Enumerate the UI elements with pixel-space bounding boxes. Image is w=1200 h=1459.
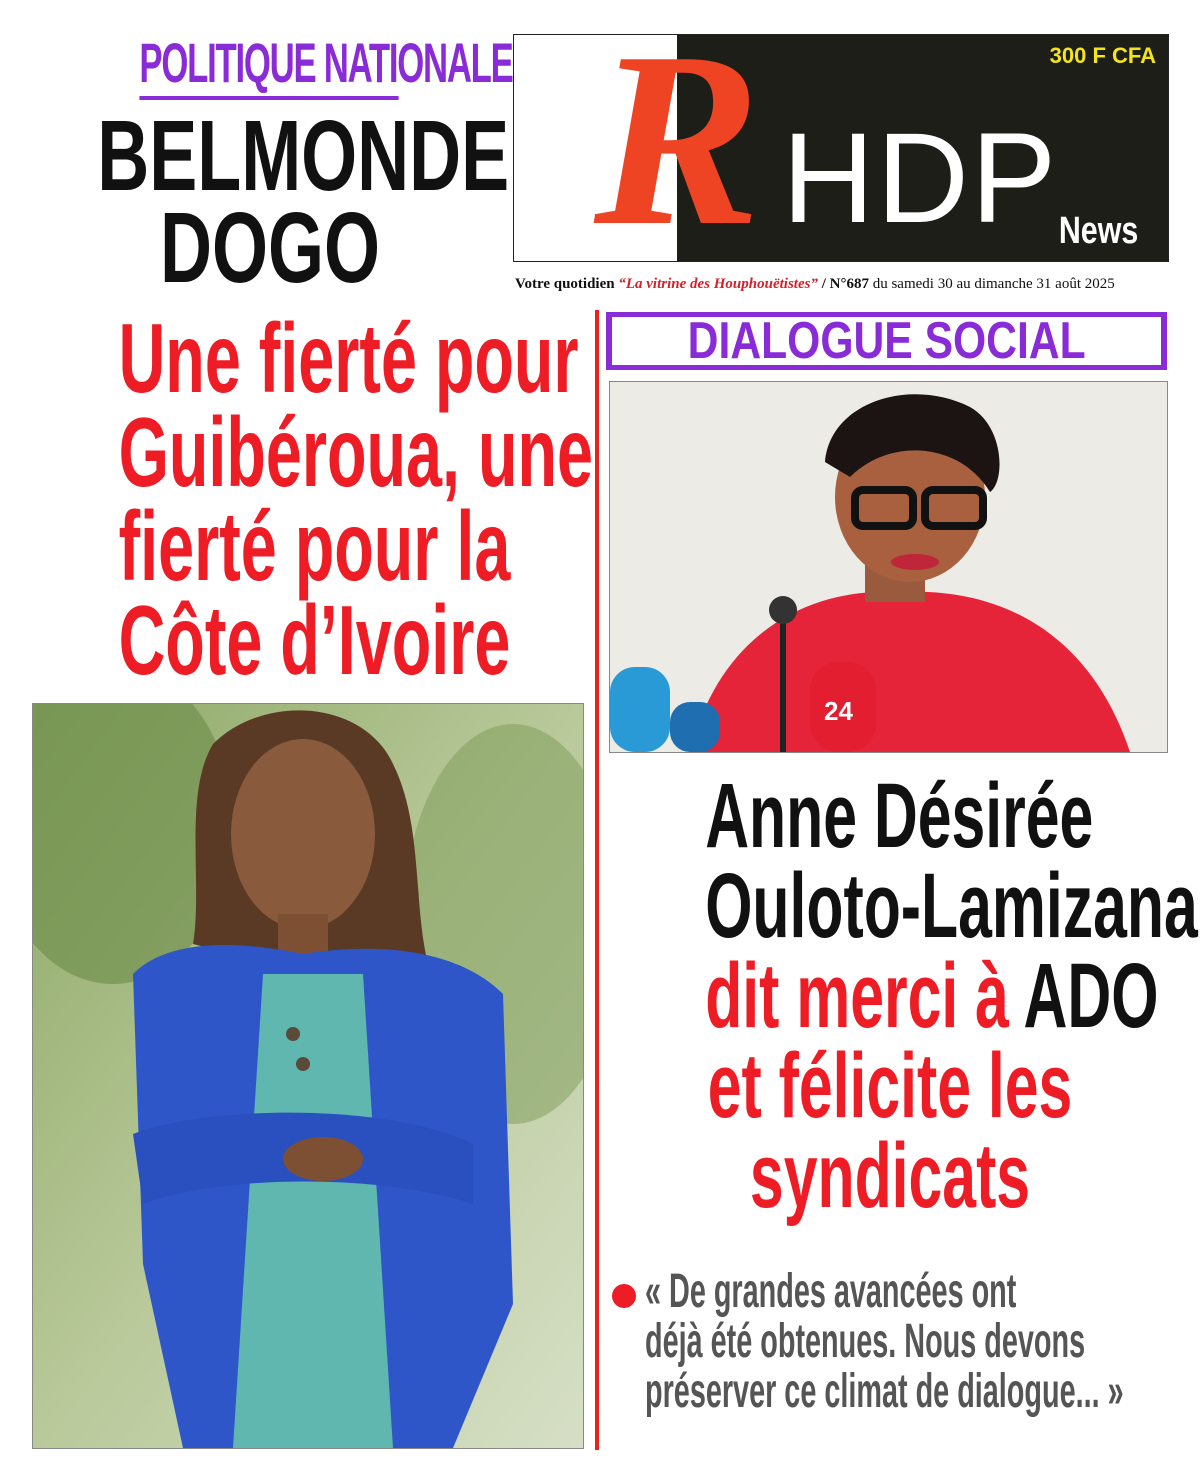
quote-line-2: déjà été obtenues. Nous devons <box>645 1315 1086 1368</box>
dateline-prefix: Votre quotidien <box>515 276 615 292</box>
rubric-politique-nationale: POLITIQUE NATIONALE <box>139 30 398 100</box>
dateline <box>515 276 1165 293</box>
name-line-2: DOGO <box>159 192 381 304</box>
price-label: 300 F CFA <box>1049 43 1156 68</box>
right-headline-black-1: Anne Désirée <box>705 765 1094 867</box>
portrait-illustration-left <box>33 704 583 1448</box>
rubric-dialogue-social <box>606 312 1167 370</box>
right-headline-red-3: syndicats <box>749 1125 1031 1227</box>
rubric-dialogue-social-text: DIALOGUE SOCIAL <box>687 317 1086 365</box>
left-headline-line-1: Une fierté pour <box>118 303 579 413</box>
masthead-logo-r: R <box>594 34 761 262</box>
ouloto-lamizana-photo <box>609 381 1168 753</box>
right-headline-red-1-text: dit merci à <box>705 945 1009 1047</box>
belmonde-dogo-photo <box>32 703 584 1449</box>
quote-line-1: « De grandes avancées ont <box>645 1265 1017 1318</box>
right-headline-red-2: et félicite les <box>707 1035 1073 1137</box>
masthead-news-label: News <box>1058 210 1138 252</box>
masthead <box>513 34 1169 262</box>
right-headline-red-1 <box>705 945 1159 1047</box>
masthead-logo-hdp: HDP <box>782 107 1059 250</box>
dateline-date: du samedi 30 au dimanche 31 août 2025 <box>872 276 1115 292</box>
left-headline-line-3: fierté pour la <box>118 491 511 601</box>
left-headline-line-4: Côte d’Ivoire <box>118 585 511 695</box>
mic-label-24: 24 <box>824 696 853 726</box>
quote-bullet <box>612 1284 636 1308</box>
name-line-1: BELMONDE <box>97 100 510 212</box>
portrait-illustration-right <box>610 382 1167 752</box>
dateline-issue: / N°687 <box>821 276 869 292</box>
left-headline-line-2: Guibéroua, une <box>118 397 593 507</box>
quote-line-3: préserver ce climat de dialogue... » <box>645 1365 1124 1418</box>
dateline-slogan: “La vitrine des Houphouëtistes” <box>618 276 818 292</box>
column-divider <box>595 310 599 1450</box>
right-headline-black-2: Ouloto-Lamizana <box>705 855 1198 957</box>
right-headline-ado: ADO <box>1023 945 1159 1047</box>
